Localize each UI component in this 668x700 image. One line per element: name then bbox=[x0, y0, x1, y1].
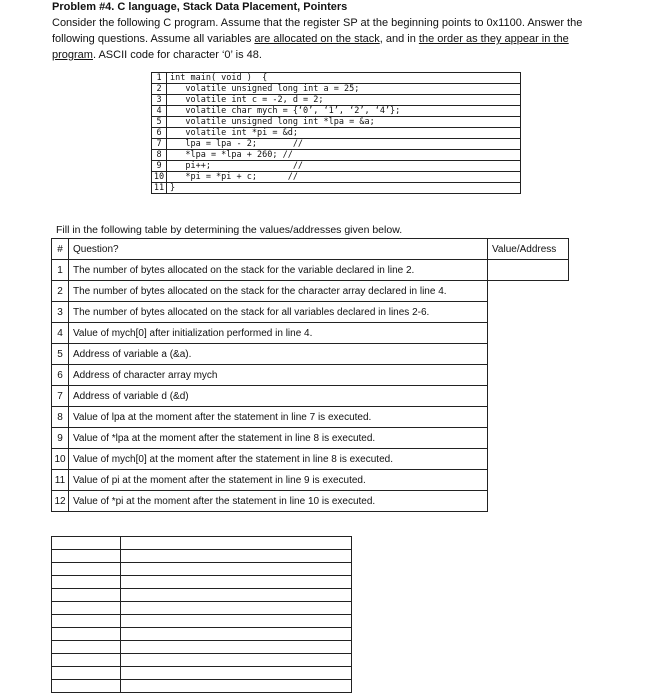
code-line bbox=[152, 172, 521, 183]
grid-cell[interactable] bbox=[121, 563, 352, 576]
table-row bbox=[52, 470, 569, 491]
code-line-text: pi++; // bbox=[167, 161, 521, 172]
code-line-text: volatile unsigned long int *lpa = &a; bbox=[167, 117, 521, 128]
answer-cell[interactable] bbox=[488, 344, 569, 365]
code-line-text: volatile char mych = {‘0’, ‘1’, ‘2’, ‘4’}; bbox=[167, 106, 521, 117]
table-row bbox=[52, 428, 569, 449]
grid-row bbox=[52, 537, 352, 550]
grid-row bbox=[52, 576, 352, 589]
table-header-row bbox=[52, 239, 569, 260]
answer-cell[interactable] bbox=[488, 260, 569, 281]
answer-cell[interactable] bbox=[488, 428, 569, 449]
grid-cell[interactable] bbox=[52, 641, 121, 654]
code-line bbox=[152, 150, 521, 161]
code-line-text: } bbox=[167, 183, 521, 194]
code-line bbox=[152, 128, 521, 139]
grid-cell[interactable] bbox=[121, 576, 352, 589]
question-number: 7 bbox=[52, 386, 69, 407]
grid-cell[interactable] bbox=[52, 563, 121, 576]
answer-cell[interactable] bbox=[488, 491, 569, 512]
grid-cell[interactable] bbox=[52, 667, 121, 680]
grid-cell[interactable] bbox=[121, 667, 352, 680]
grid-row bbox=[52, 680, 352, 693]
grid-cell[interactable] bbox=[121, 654, 352, 667]
answer-cell[interactable] bbox=[488, 365, 569, 386]
intro-text-3: . ASCII code for character ‘0’ is 48. bbox=[92, 49, 262, 61]
intro-underline-1: are allocated on the stack bbox=[254, 33, 380, 45]
grid-cell[interactable] bbox=[121, 641, 352, 654]
code-line bbox=[152, 117, 521, 128]
code-line-number: 9 bbox=[152, 161, 167, 172]
intro-text-1: Consider the following C program. Assume that the register SP at the beginning points to 0x1100. Answer the following questions. Assume all variables bbox=[52, 17, 583, 45]
answer-cell[interactable] bbox=[488, 281, 569, 302]
code-listing bbox=[151, 72, 521, 194]
question-number: 5 bbox=[52, 344, 69, 365]
question-text: Value of pi at the moment after the statement in line 9 is executed. bbox=[69, 470, 488, 491]
question-text: Value of lpa at the moment after the statement in line 7 is executed. bbox=[69, 407, 488, 428]
grid-cell[interactable] bbox=[121, 628, 352, 641]
table-row bbox=[52, 281, 569, 302]
table-row bbox=[52, 344, 569, 365]
table-row bbox=[52, 407, 569, 428]
grid-cell[interactable] bbox=[52, 615, 121, 628]
grid-row bbox=[52, 602, 352, 615]
problem-intro bbox=[52, 15, 612, 63]
code-line-text: volatile int *pi = &d; bbox=[167, 128, 521, 139]
code-line bbox=[152, 106, 521, 117]
code-line bbox=[152, 73, 521, 84]
question-number: 1 bbox=[52, 260, 69, 281]
answer-cell[interactable] bbox=[488, 386, 569, 407]
answer-cell[interactable] bbox=[488, 323, 569, 344]
code-line-text: volatile unsigned long int a = 25; bbox=[167, 84, 521, 95]
table-row bbox=[52, 260, 569, 281]
grid-cell[interactable] bbox=[52, 602, 121, 615]
grid-row bbox=[52, 667, 352, 680]
grid-cell[interactable] bbox=[121, 550, 352, 563]
question-number: 6 bbox=[52, 365, 69, 386]
question-text: Value of mych[0] after initialization performed in line 4. bbox=[69, 323, 488, 344]
table-row bbox=[52, 365, 569, 386]
question-number: 9 bbox=[52, 428, 69, 449]
grid-row bbox=[52, 550, 352, 563]
header-question: Question? bbox=[69, 239, 488, 260]
questions-table bbox=[51, 238, 569, 512]
question-number: 12 bbox=[52, 491, 69, 512]
grid-row bbox=[52, 563, 352, 576]
code-line-number: 3 bbox=[152, 95, 167, 106]
code-line-number: 6 bbox=[152, 128, 167, 139]
header-num: # bbox=[52, 239, 69, 260]
fill-instructions: Fill in the following table by determining the values/addresses given below. bbox=[56, 224, 403, 236]
answer-cell[interactable] bbox=[488, 407, 569, 428]
grid-cell[interactable] bbox=[52, 680, 121, 693]
code-line bbox=[152, 161, 521, 172]
code-line-text: *lpa = *lpa + 260; // bbox=[167, 150, 521, 161]
header-value: Value/Address bbox=[488, 239, 569, 260]
grid-cell[interactable] bbox=[121, 615, 352, 628]
intro-text-2: , and in bbox=[379, 33, 419, 45]
code-line-text: volatile int c = -2, d = 2; bbox=[167, 95, 521, 106]
grid-row bbox=[52, 615, 352, 628]
question-text: Address of variable d (&d) bbox=[69, 386, 488, 407]
question-text: The number of bytes allocated on the stack for all variables declared in lines 2-6. bbox=[69, 302, 488, 323]
question-text: Address of variable a (&a). bbox=[69, 344, 488, 365]
code-line bbox=[152, 183, 521, 194]
grid-row bbox=[52, 641, 352, 654]
grid-cell[interactable] bbox=[121, 680, 352, 693]
code-line-number: 2 bbox=[152, 84, 167, 95]
grid-cell[interactable] bbox=[121, 589, 352, 602]
code-line-text: int main( void ) { bbox=[167, 73, 521, 84]
answer-grid bbox=[51, 536, 352, 693]
question-number: 8 bbox=[52, 407, 69, 428]
grid-cell[interactable] bbox=[52, 550, 121, 563]
table-row bbox=[52, 323, 569, 344]
code-line-text: *pi = *pi + c; // bbox=[167, 172, 521, 183]
grid-row bbox=[52, 654, 352, 667]
code-line-number: 1 bbox=[152, 73, 167, 84]
code-line-text: lpa = lpa - 2; // bbox=[167, 139, 521, 150]
grid-row bbox=[52, 589, 352, 602]
code-line-number: 11 bbox=[152, 183, 167, 194]
grid-cell[interactable] bbox=[52, 576, 121, 589]
grid-cell[interactable] bbox=[52, 537, 121, 550]
question-text: The number of bytes allocated on the stack for the variable declared in line 2. bbox=[69, 260, 488, 281]
question-text: Value of mych[0] at the moment after the statement in line 8 is executed. bbox=[69, 449, 488, 470]
grid-cell[interactable] bbox=[52, 628, 121, 641]
code-line-number: 8 bbox=[152, 150, 167, 161]
grid-cell[interactable] bbox=[121, 537, 352, 550]
answer-cell[interactable] bbox=[488, 470, 569, 491]
answer-cell[interactable] bbox=[488, 449, 569, 470]
grid-cell[interactable] bbox=[52, 654, 121, 667]
table-row bbox=[52, 302, 569, 323]
table-row bbox=[52, 491, 569, 512]
code-line bbox=[152, 84, 521, 95]
grid-row bbox=[52, 628, 352, 641]
table-row bbox=[52, 386, 569, 407]
problem-title: Problem #4. C language, Stack Data Placement, Pointers bbox=[52, 1, 348, 13]
question-number: 2 bbox=[52, 281, 69, 302]
question-number: 4 bbox=[52, 323, 69, 344]
code-line-number: 7 bbox=[152, 139, 167, 150]
code-line-number: 4 bbox=[152, 106, 167, 117]
question-text: Value of *pi at the moment after the statement in line 10 is executed. bbox=[69, 491, 488, 512]
question-text: Value of *lpa at the moment after the statement in line 8 is executed. bbox=[69, 428, 488, 449]
table-row bbox=[52, 449, 569, 470]
question-number: 11 bbox=[52, 470, 69, 491]
question-text: Address of character array mych bbox=[69, 365, 488, 386]
code-line bbox=[152, 95, 521, 106]
code-line-number: 5 bbox=[152, 117, 167, 128]
question-number: 3 bbox=[52, 302, 69, 323]
answer-cell[interactable] bbox=[488, 302, 569, 323]
grid-cell[interactable] bbox=[52, 589, 121, 602]
code-line bbox=[152, 139, 521, 150]
question-number: 10 bbox=[52, 449, 69, 470]
grid-cell[interactable] bbox=[121, 602, 352, 615]
question-text: The number of bytes allocated on the stack for the character array declared in line 4. bbox=[69, 281, 488, 302]
code-line-number: 10 bbox=[152, 172, 167, 183]
intro-underline-2: the order as they appear in the program bbox=[52, 33, 569, 61]
